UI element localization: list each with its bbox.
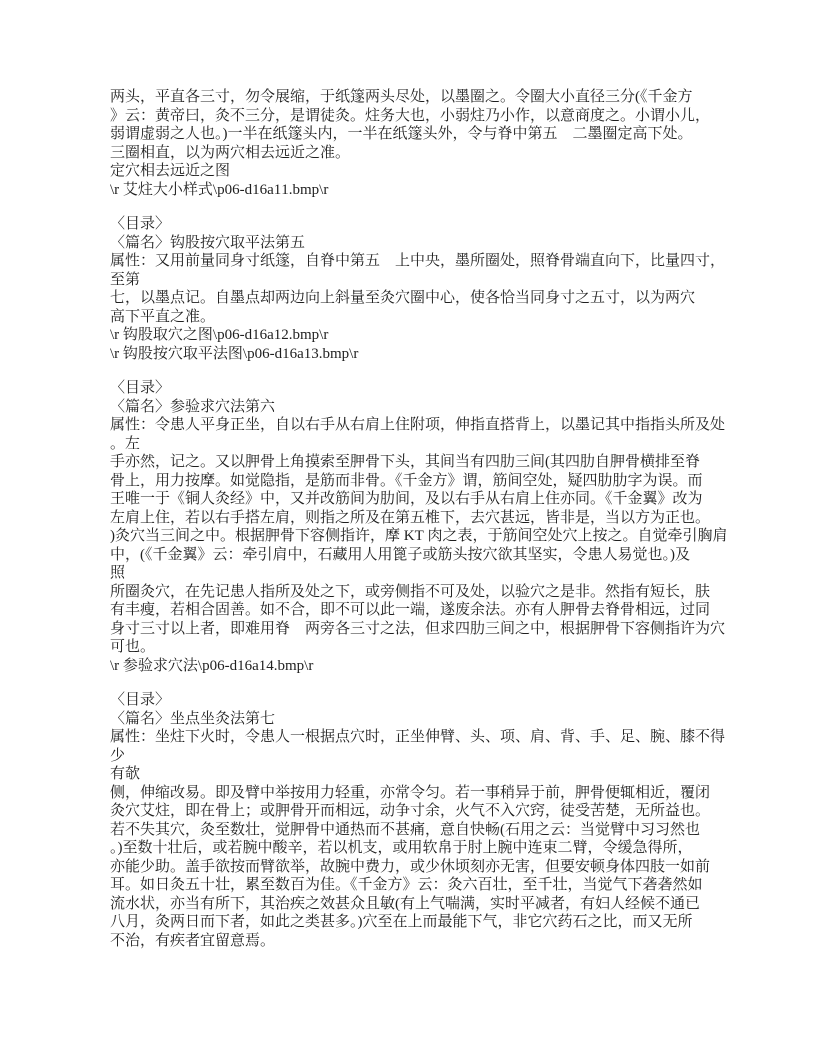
text-line: 若不失其穴，灸至数壮，觉胛骨中通热而不甚痛，意自快畅(石用之云：当觉臂中习习然也 (110, 821, 700, 838)
text-section (110, 691, 736, 950)
text-line: 八月，灸两日而下者，如此之类甚多。)穴至在上而最能下气，非它穴药石之比，而又无所 (110, 914, 693, 930)
text-line: 中，(《千金翼》云：牵引肩中，石藏用人用篦子或筋头按穴欲其坚实，令患人易觉也。)及 (110, 546, 690, 563)
text-line: 〈篇名〉坐点坐灸法第七 (110, 710, 276, 727)
text-line: 》云：黄帝曰，灸不三分，是谓徒灸。炷务大也，小弱炷乃小作，以意商度之。小谓小儿， (110, 107, 711, 124)
text-line: 灸穴艾炷，即在骨上；或胛骨开而相远，动争寸余，火气不入穴窍，徒受苦楚，无所益也。 (110, 803, 711, 819)
text-line: 属性：令患人平身正坐，自以右手从右肩上住附项，伸指直搭背上，以墨记其中指指头所及处 (110, 417, 726, 433)
text-line: 有欹 (110, 766, 141, 782)
text-line: 左肩上住，若以右手搭左肩，则指之所及在第五椎下，去穴甚远，皆非是，当以方为正也。 (110, 509, 711, 526)
text-line: 〈目录〉 (110, 692, 171, 708)
text-line: 不治，有疾者宜留意焉。 (110, 932, 276, 949)
text-line: 弱谓虚弱之人也。)一半在纸篴头内，一半在纸篴头外，令与脊中第五 二墨圈定高下处。 (110, 126, 693, 142)
text-line: 照 (110, 565, 126, 581)
text-line: 高下平直之准。 (110, 308, 216, 325)
text-line: 七，以墨点记。自墨点却两边向上斜量至灸穴圈中心，使各恰当同身寸之五寸，以为两穴 (110, 290, 696, 306)
text-line: 侧，伸缩改易。即及臂中举按用力轻重，亦常令匀。若一事稍异于前，胛骨便辄相近，覆闭 (110, 784, 711, 801)
text-line: 〈篇名〉钩股按穴取平法第五 (110, 234, 306, 251)
document-content (110, 88, 736, 966)
text-line: 〈目录〉 (110, 380, 171, 396)
text-line: 所圈灸穴，在先记患人指所及处之下，或旁侧指不可及处，以验穴之是非。然指有短长，肤 (110, 583, 711, 600)
text-line: 王唯一于《铜人灸经》中，又并改筋间为肋间，及以右手从右肩上住亦同。《千金翼》改为 (110, 491, 703, 507)
text-line: 流水状，亦当有所下，其治疾之效甚众且敏(有上气喘满，实时平减者，有妇人经候不通已 (110, 895, 700, 912)
text-line: 。左 (110, 435, 141, 452)
text-line: 有丰瘦，若相合固善。如不合，即不可以此一端，遂废余法。亦有人胛骨去脊骨相远，过同 (110, 602, 711, 618)
text-line: \r 钩股按穴取平法图\p06-d16a13.bmp\r (110, 345, 359, 362)
text-line: 两头，平直各三寸，勿令展缩，于纸篴两头尽处，以墨圈之。令圈大小直径三分(《千金方 (110, 89, 693, 105)
text-line: \r 钩股取穴之图\p06-d16a12.bmp\r (110, 327, 329, 343)
text-line: 少 (110, 747, 126, 764)
text-line: 〈目录〉 (110, 216, 171, 232)
text-line: 属性：又用前量同身寸纸篴，自脊中第五 上中央，墨所圈处，照脊骨端直向下，比量四寸， (110, 253, 726, 269)
text-line: 三圈相直，以为两穴相去远近之准。 (110, 144, 351, 161)
text-line: 手亦然，记之。又以胛骨上角摸索至胛骨下头，其间当有四肋三间(其四肋自胛骨横排至脊 (110, 454, 700, 470)
text-line: 定穴相去远近之图 (110, 163, 231, 179)
text-line: \r 参验求穴法\p06-d16a14.bmp\r (110, 657, 314, 674)
text-line: 属性：坐炷下火时，令患人一根据点穴时，正坐伸臂、头、项、肩、背、手、足、腕、膝不得 (110, 729, 726, 745)
text-line: 至第 (110, 271, 141, 288)
text-line: 可也。 (110, 639, 156, 655)
text-line: \r 艾炷大小样式\p06-d16a11.bmp\r (110, 181, 329, 198)
text-line: 〈篇名〉参验求穴法第六 (110, 398, 276, 415)
text-line: 骨上，用力按摩。如觉隐指，是筋而非骨。《千金方》谓，筋间空处，疑四肋肋字为误。而 (110, 472, 703, 489)
text-line: 耳。如日灸五十壮，累至数百为佳。《千金方》云：灸六百壮，至千壮，当觉气下砻砻然如 (110, 877, 703, 893)
text-line: )灸穴当三间之中。根据胛骨下容侧指许，摩 KT 肉之表，于筋间空处穴上按之。自觉牵引胸肩 (110, 528, 728, 544)
text-section (110, 88, 736, 199)
text-line: 。)至数十壮后，或若腕中酸辛，若以机支，或用软帛于肘上腕中连束二臂，令缓急得所， (110, 840, 693, 856)
text-line: 亦能少助。盖手欲按而臂欲举，故腕中费力，或少休顷刻亦无害，但要安顿身体四肢一如前 (110, 858, 711, 875)
text-section (110, 215, 736, 363)
text-line: 身寸三寸以上者，即难用脊 两旁各三寸之法，但求四肋三间之中，根据胛骨下容侧指许为穴 (110, 620, 726, 637)
text-section (110, 379, 736, 675)
